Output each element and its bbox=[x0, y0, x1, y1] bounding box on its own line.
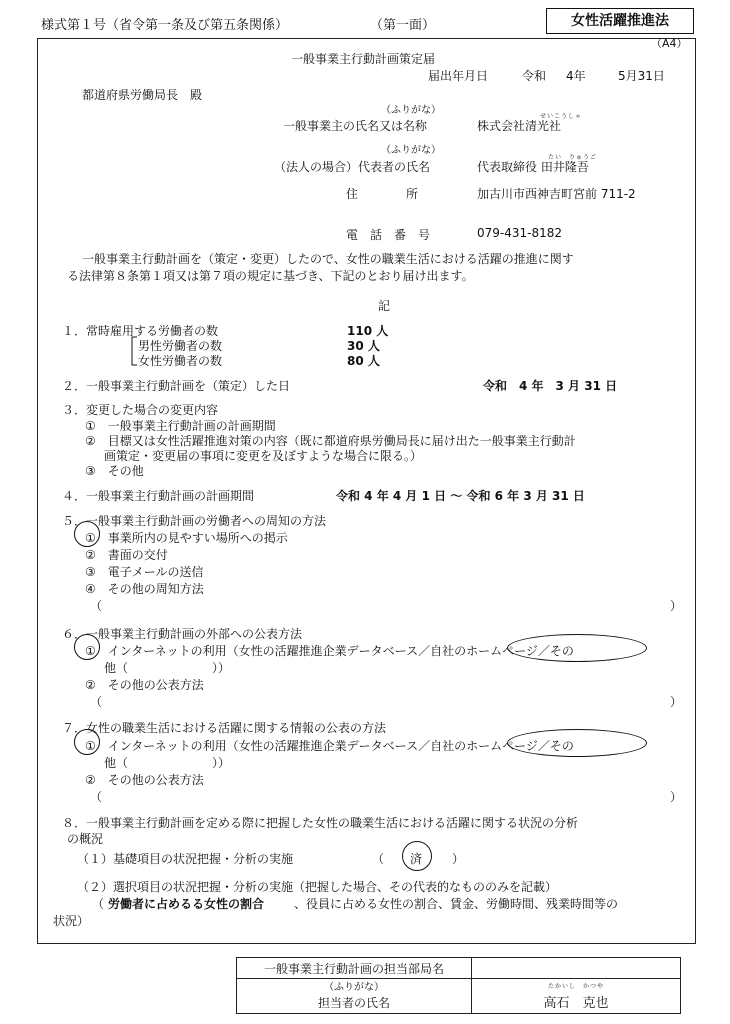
s2-title: ２．一般事業主行動計画を（策定）した日 bbox=[62, 379, 291, 393]
s7-selected-circle bbox=[74, 729, 100, 755]
s4-period: 令和 4 年 4 月 1 日 〜 令和 6 年 3 月 31 日 bbox=[336, 489, 585, 503]
s3-option-2b: 画策定・変更届の事項に変更を及ぼすような場合に限る。） bbox=[104, 449, 423, 463]
s8-title: ８．一般事業主行動計画を定める際に把握した女性の職業生活における活躍に関する状況の分析 bbox=[62, 816, 579, 830]
s1-title: １．常時雇用する労働者の数 bbox=[62, 324, 219, 338]
s2-date: 令和 4 年 3 月 31 日 bbox=[483, 379, 618, 393]
s3-option-3: ③ その他 bbox=[85, 464, 144, 478]
form-title: 一般事業主行動計画策定届 bbox=[291, 52, 436, 66]
s4-title: ４．一般事業主行動計画の計画期間 bbox=[62, 489, 255, 503]
law-name: 女性活躍推進法 bbox=[571, 13, 669, 29]
s5-selected-circle bbox=[74, 521, 100, 547]
s7-homepage-oval bbox=[507, 729, 647, 757]
s8-item-2: （２）選択項目の状況把握・分析の実施（把握した場合、その代表的なもののみを記載） bbox=[77, 880, 558, 894]
bracket-icon bbox=[130, 336, 138, 366]
s6-selected-circle bbox=[74, 634, 100, 660]
rep-name: 代表取締役 田井隆吾 bbox=[477, 160, 589, 174]
furigana-label-1: （ふりがな） bbox=[381, 105, 441, 116]
s6-title: ６．一般事業主行動計画の外部への公表方法 bbox=[62, 627, 303, 641]
intro-line-2: る法律第８条第１項又は第７項の規定に基づき、下記のとおり届け出ます。 bbox=[67, 269, 474, 283]
date-label: 届出年月日 bbox=[428, 69, 489, 83]
person-furigana: （ふりがな） bbox=[324, 981, 384, 993]
person-name-cell bbox=[472, 979, 681, 1014]
s7-option-1b: 他（ ）） bbox=[104, 756, 231, 770]
form-number: 様式第１号（省令第一条及び第五条関係） bbox=[41, 18, 289, 33]
s6-homepage-oval bbox=[507, 634, 647, 662]
phone-label: 電 話 番 号 bbox=[346, 228, 431, 242]
s7-paren-close: ） bbox=[670, 790, 683, 804]
company-ruby: せいこうしゃ bbox=[540, 113, 583, 120]
s8-item-2-rest: 、役員に占める女性の割合、賃金、労働時間、残業時間等の bbox=[294, 897, 619, 911]
addressee: 都道府県労働局長 殿 bbox=[82, 88, 203, 102]
s7-paren-open: （ bbox=[90, 790, 103, 804]
address: 加古川市西神吉町宮前 711-2 bbox=[477, 187, 636, 201]
s1-total: 110 人 bbox=[347, 324, 389, 338]
s6-option-1: ① インターネットの利用（女性の活躍推進企業データベース／自社のホームページ／その bbox=[85, 644, 574, 658]
date-month-day: 5月31日 bbox=[618, 69, 665, 83]
s1-male-label: 男性労働者の数 bbox=[138, 339, 223, 353]
s6-option-1b: 他（ ）） bbox=[104, 661, 231, 675]
law-name-box bbox=[546, 8, 694, 34]
person-ruby: たかいし かつや bbox=[547, 982, 604, 990]
date-era: 令和 bbox=[522, 69, 547, 83]
s8-mark-circle bbox=[402, 841, 432, 871]
s5-option-3: ③ 電子メールの送信 bbox=[85, 565, 204, 579]
s8-mark-paren-close: ） bbox=[452, 852, 465, 866]
s5-option-1: ① 事業所内の見やすい場所への掲示 bbox=[85, 531, 288, 545]
address-label: 住 所 bbox=[346, 187, 419, 201]
s6-paren-close: ） bbox=[670, 695, 683, 709]
s3-title: ３．変更した場合の変更内容 bbox=[62, 403, 219, 417]
person-label-cell bbox=[237, 979, 472, 1014]
dept-label: 一般事業主行動計画の担当部局名 bbox=[237, 958, 472, 979]
s6-option-2: ② その他の公表方法 bbox=[85, 678, 204, 692]
s7-option-1: ① インターネットの利用（女性の活躍推進企業データベース／自社のホームページ／その bbox=[85, 739, 574, 753]
s3-option-1: ① 一般事業主行動計画の計画期間 bbox=[85, 419, 276, 433]
s8-item-2-end: 状況） bbox=[53, 914, 90, 928]
furigana-label-2: （ふりがな） bbox=[381, 145, 441, 156]
s8-mark-paren-open: （ bbox=[372, 852, 385, 866]
s8-title-b: の概況 bbox=[67, 832, 104, 846]
phone: 079-431-8182 bbox=[477, 226, 563, 240]
company-name: 株式会社清光社 bbox=[477, 119, 562, 133]
page-label: （第一面） bbox=[370, 18, 436, 33]
s1-male: 30 人 bbox=[347, 339, 380, 353]
s5-option-4: ④ その他の周知方法 bbox=[85, 582, 204, 596]
s7-option-2: ② その他の公表方法 bbox=[85, 773, 204, 787]
dept-value bbox=[472, 958, 681, 979]
intro-line-1: 一般事業主行動計画を（策定・変更）したので、女性の職業生活における活躍の推進に関す bbox=[82, 252, 574, 266]
contact-table bbox=[236, 957, 681, 1014]
s3-option-2a: ② 目標又は女性活躍推進対策の内容（既に都道府県労働局長に届け出た一般事業主行動計 bbox=[85, 434, 576, 448]
s8-item-2-paren: （ bbox=[92, 897, 105, 911]
s5-title: ５．一般事業主行動計画の労働者への周知の方法 bbox=[62, 514, 327, 528]
person-name: 高石 克也 bbox=[543, 995, 609, 1011]
s1-female: 80 人 bbox=[347, 354, 380, 368]
company-label: 一般事業主の氏名又は名称 bbox=[283, 119, 428, 133]
s8-item-1: （１）基礎項目の状況把握・分析の実施 bbox=[77, 852, 294, 866]
ki: 記 bbox=[378, 299, 391, 313]
s8-mark: 済 bbox=[410, 852, 423, 866]
person-label: 担当者の氏名 bbox=[317, 995, 390, 1010]
paper-size: （A4） bbox=[651, 37, 688, 50]
s5-paren-close: ） bbox=[670, 599, 683, 613]
s6-paren-open: （ bbox=[90, 695, 103, 709]
rep-ruby: たい りゅうご bbox=[548, 154, 598, 161]
s7-title: ７．女性の職業生活における活躍に関する情報の公表の方法 bbox=[62, 721, 387, 735]
s5-option-2: ② 書面の交付 bbox=[85, 548, 168, 562]
s8-item-2-selected: 労働者に占めるる女性の割合 bbox=[108, 897, 265, 911]
rep-label: （法人の場合）代表者の氏名 bbox=[274, 160, 431, 174]
s5-paren-open: （ bbox=[90, 599, 103, 613]
s1-female-label: 女性労働者の数 bbox=[138, 354, 223, 368]
date-year: 4年 bbox=[566, 69, 586, 83]
